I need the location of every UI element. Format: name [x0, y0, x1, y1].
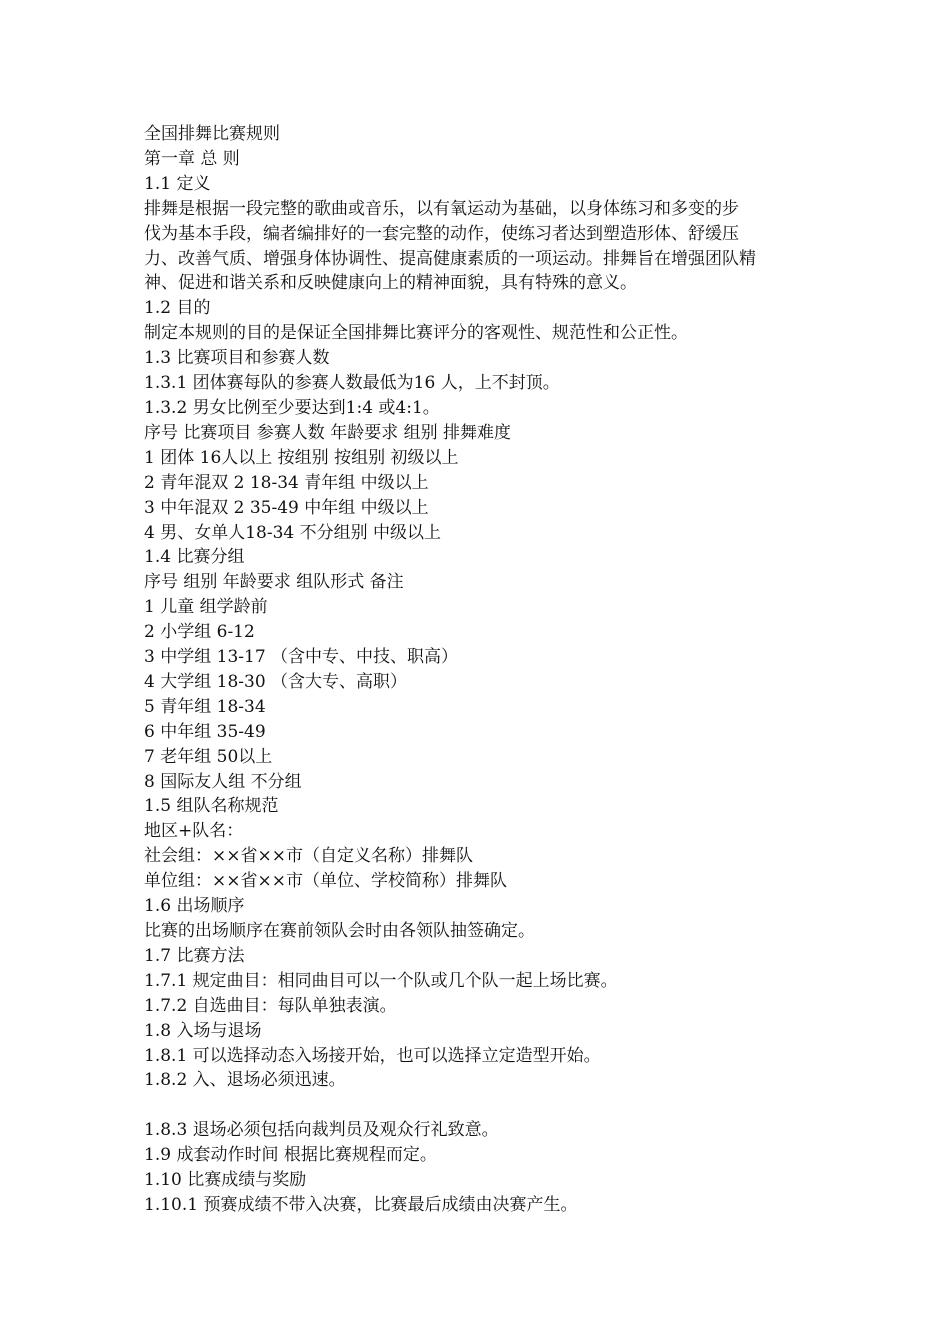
text-line: 1.3.2 男女比例至少要达到1:4 或4:1。 — [144, 397, 440, 418]
text-line: 排舞是根据一段完整的歌曲或音乐，以有氧运动为基础，以身体练习和多变的步 — [144, 198, 739, 219]
text-line: 全国排舞比赛规则 — [144, 124, 280, 144]
text-line: 单位组：××省××市（单位、学校简称）排舞队 — [144, 871, 507, 892]
text-line: 1.8 入场与退场 — [144, 1020, 262, 1041]
text-line: 神、促进和谐关系和反映健康向上的精神面貌，具有特殊的意义。 — [144, 273, 637, 294]
text-line: 2 青年混双 2 18-34 青年组 中级以上 — [144, 472, 429, 493]
text-line: 地区+队名： — [144, 821, 244, 842]
document-body — [144, 122, 824, 1218]
text-line: 1.7.2 自选曲目：每队单独表演。 — [144, 995, 397, 1016]
text-line: 1.4 比赛分组 — [144, 547, 245, 568]
text-line: 伐为基本手段，编者编排好的一套完整的动作，使练习者达到塑造形体、舒缓压 — [144, 223, 739, 244]
text-line: 1.1 定义 — [144, 173, 211, 194]
text-line: 4 男、女单人18-34 不分组别 中级以上 — [144, 522, 442, 543]
text-line: 1 儿童 组学龄前 — [144, 597, 268, 618]
text-line: 1.10 比赛成绩与奖励 — [144, 1170, 307, 1191]
text-line: 1.8.2 入、退场必须迅速。 — [144, 1070, 346, 1091]
text-line: 比赛的出场顺序在赛前领队会时由各领队抽签确定。 — [144, 921, 535, 941]
text-line: 7 老年组 50以上 — [144, 746, 273, 767]
text-line: 1.5 组队名称规范 — [144, 796, 279, 817]
text-line: 1.8.1 可以选择动态入场接开始，也可以选择立定造型开始。 — [144, 1045, 601, 1066]
text-line: 1 团体 16人以上 按组别 按组别 初级以上 — [144, 447, 459, 468]
text-line: 1.3 比赛项目和参赛人数 — [144, 348, 330, 369]
text-line: 2 小学组 6-12 — [144, 622, 255, 643]
text-line: 1.7 比赛方法 — [144, 945, 245, 966]
text-line: 社会组：××省××市（自定义名称）排舞队 — [144, 846, 473, 867]
text-line: 1.9 成套动作时间 根据比赛规程而定。 — [144, 1145, 437, 1166]
text-line: 1.8.3 退场必须包括向裁判员及观众行礼致意。 — [144, 1120, 499, 1141]
text-line: 4 大学组 18-30 （含大专、高职） — [144, 671, 408, 692]
text-line — [144, 1093, 824, 1118]
text-line: 序号 组别 年龄要求 组队形式 备注 — [144, 572, 404, 593]
text-line: 8 国际友人组 不分组 — [144, 771, 302, 792]
text-line: 1.7.1 规定曲目：相同曲目可以一个队或几个队一起上场比赛。 — [144, 970, 618, 991]
text-line: 3 中年混双 2 35-49 中年组 中级以上 — [144, 497, 429, 518]
text-line: 制定本规则的目的是保证全国排舞比赛评分的客观性、规范性和公正性。 — [144, 323, 688, 344]
text-line: 力、改善气质、增强身体协调性、提高健康素质的一项运动。排舞旨在增强团队精 — [144, 248, 756, 269]
text-line: 1.6 出场顺序 — [144, 896, 245, 917]
text-line: 第一章 总 则 — [144, 148, 240, 169]
text-line: 3 中学组 13-17 （含中专、中技、职高） — [144, 647, 459, 668]
text-line: 1.2 目的 — [144, 298, 211, 319]
text-line: 序号 比赛项目 参赛人数 年龄要求 组别 排舞难度 — [144, 422, 512, 443]
text-line: 1.3.1 团体赛每队的参赛人数最低为16 人，上不封顶。 — [144, 373, 560, 394]
text-line: 1.10.1 预赛成绩不带入决赛，比赛最后成绩由决赛产生。 — [144, 1194, 578, 1215]
text-line: 5 青年组 18-34 — [144, 696, 266, 717]
text-line: 6 中年组 35-49 — [144, 721, 266, 742]
